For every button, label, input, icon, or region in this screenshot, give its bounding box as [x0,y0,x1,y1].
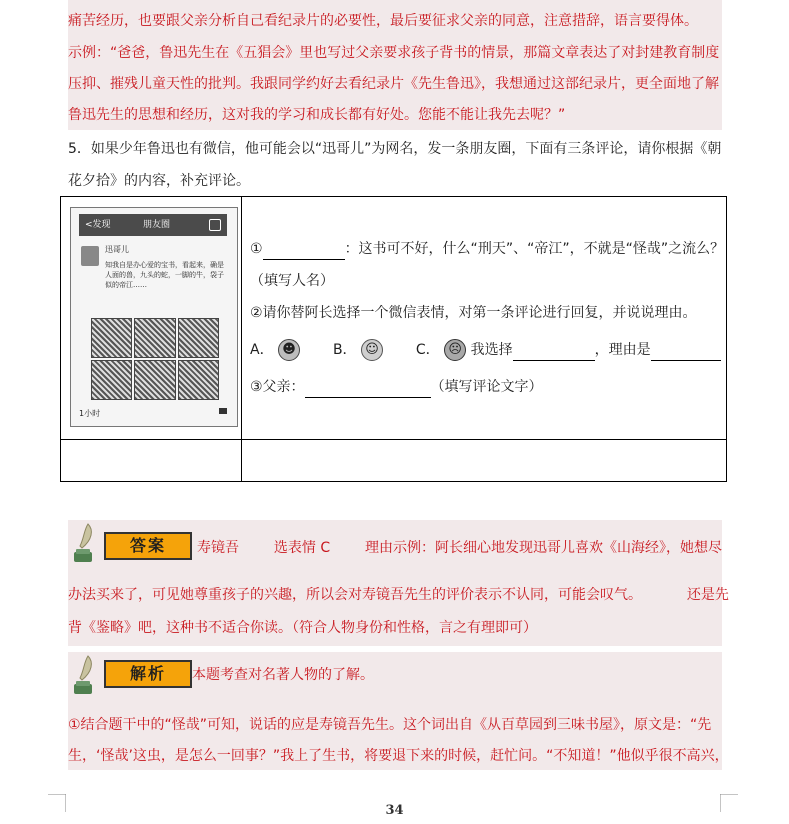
moments-title: 朋友圈 [143,220,171,230]
choose-blank[interactable] [513,344,595,361]
choose-label: 我选择 [470,342,513,358]
analysis-intro: 本题考查对名著人物的了解。 [192,667,374,683]
comment-1-blank[interactable] [263,243,345,260]
more-icon [219,408,227,414]
analysis-line-2: 生，‘怪哉’这虫，是怎么一回事？”我上了生书，将要退下来的时候，赶忙问。“不知道！”他似乎很不高兴， [68,748,729,764]
question-5-line-1: 5．如果少年鲁迅也有微信，他可能会以“迅哥儿”为网名，发一条朋友圈，下面有三条评论，请你根据《朝 [68,141,722,157]
answer-line-2 [68,584,729,606]
page-number: 34 [385,803,404,818]
reason-blank[interactable] [651,344,721,361]
answer-line-2-text: 办法买来了，可见她尊重孩子的兴趣，所以会对寿镜吾先生的评价表示不认同，可能会叹气。 [68,587,642,603]
comment-3 [250,376,543,398]
answer-reason: 理由示例：阿长细心地发现迅哥儿喜欢《山海经》，她想尽 [365,540,723,556]
comment-3-hint: （填写评论文字） [430,379,543,395]
comment-1-text: ：这书可不好，什么“刑天”、“帝江”，不就是“怪哉”之流么？ [344,241,725,257]
reason-label: ，理由是 [594,342,651,358]
comment-2: ②请你替阿长选择一个微信表情，对第一条评论进行回复，并说说理由。 [250,305,697,321]
top-answer-line-2: 示例：“爸爸，鲁迅先生在《五猖会》里也写过父亲要求孩子背书的情景，那篇文章表达了对封建教育制度 [68,45,720,61]
quill-pen-icon [70,522,98,566]
question-5-line-2: 花夕拾》的内容，补充评论。 [68,173,250,189]
option-a-label: A． [250,342,274,358]
back-link: <发现 [85,220,111,230]
sigh-emoji-icon[interactable]: ☹ [444,339,466,361]
comment-1-prefix: ① [250,241,263,257]
comment-3-blank[interactable] [305,381,431,398]
answer-choice: 选表情 C [273,540,331,556]
top-answer-line-4: 鲁迅先生的思想和经历，这对我的学习和成长都有好处。您能不能让我先去呢？” [68,107,566,123]
option-b-label: B． [332,342,357,358]
comment-3-label: ③父亲： [250,379,305,395]
post-image [134,360,175,400]
emoji-options [250,339,721,361]
post-image [178,360,219,400]
answer-line-2-tail: 还是先 [686,587,729,603]
empty-cell-right [242,440,727,482]
answer-name: 寿镜吾 [197,540,239,556]
option-c-label: C． [415,342,440,358]
post-image [91,360,132,400]
avatar [81,246,99,266]
post-image [91,318,132,358]
quill-pen-icon [70,654,98,698]
wechat-moments-screenshot [70,207,238,427]
post-time: 1小时 [79,409,101,418]
post-image [178,318,219,358]
laughing-emoji-icon[interactable]: ☺ [361,339,383,361]
comment-1-hint: （填写人名） [250,273,334,289]
answer-tag: 答案 [104,532,192,560]
top-answer-line-3: 压抑、摧残儿童天性的批判。我跟同学约好去看纪录片《先生鲁迅》，我想通过这部纪录片，更全面地了解 [68,76,719,92]
empty-cell-left [61,440,242,482]
grinning-emoji-icon[interactable]: ☻ [278,339,300,361]
top-answer-line-1: 痛苦经历，也要跟父亲分析自己看纪录片的必要性，最后要征求父亲的同意，注意措辞，语言要得体。 [68,13,698,29]
post-username: 迅哥儿 [105,245,129,254]
moments-header [79,214,227,236]
post-text: 知我自是办心爱的宝书，看起来，确是人面的兽，九头的蛇，一脚的牛，袋子似的帝江…… [105,261,224,289]
comment-1 [250,238,724,260]
answer-line-1 [197,537,722,559]
camera-icon [209,219,221,231]
analysis-tag: 解析 [104,660,192,688]
answer-line-3: 背《鉴略》吧，这种书不适合你读。（符合人物身份和性格，言之有理即可） [68,620,537,636]
post-image-grid [91,318,219,400]
analysis-line-1: ①结合题干中的“怪哉”可知，说话的应是寿镜吾先生。这个词出自《从百草园到三味书屋》，原文是：“先 [68,717,712,733]
post-image [134,318,175,358]
